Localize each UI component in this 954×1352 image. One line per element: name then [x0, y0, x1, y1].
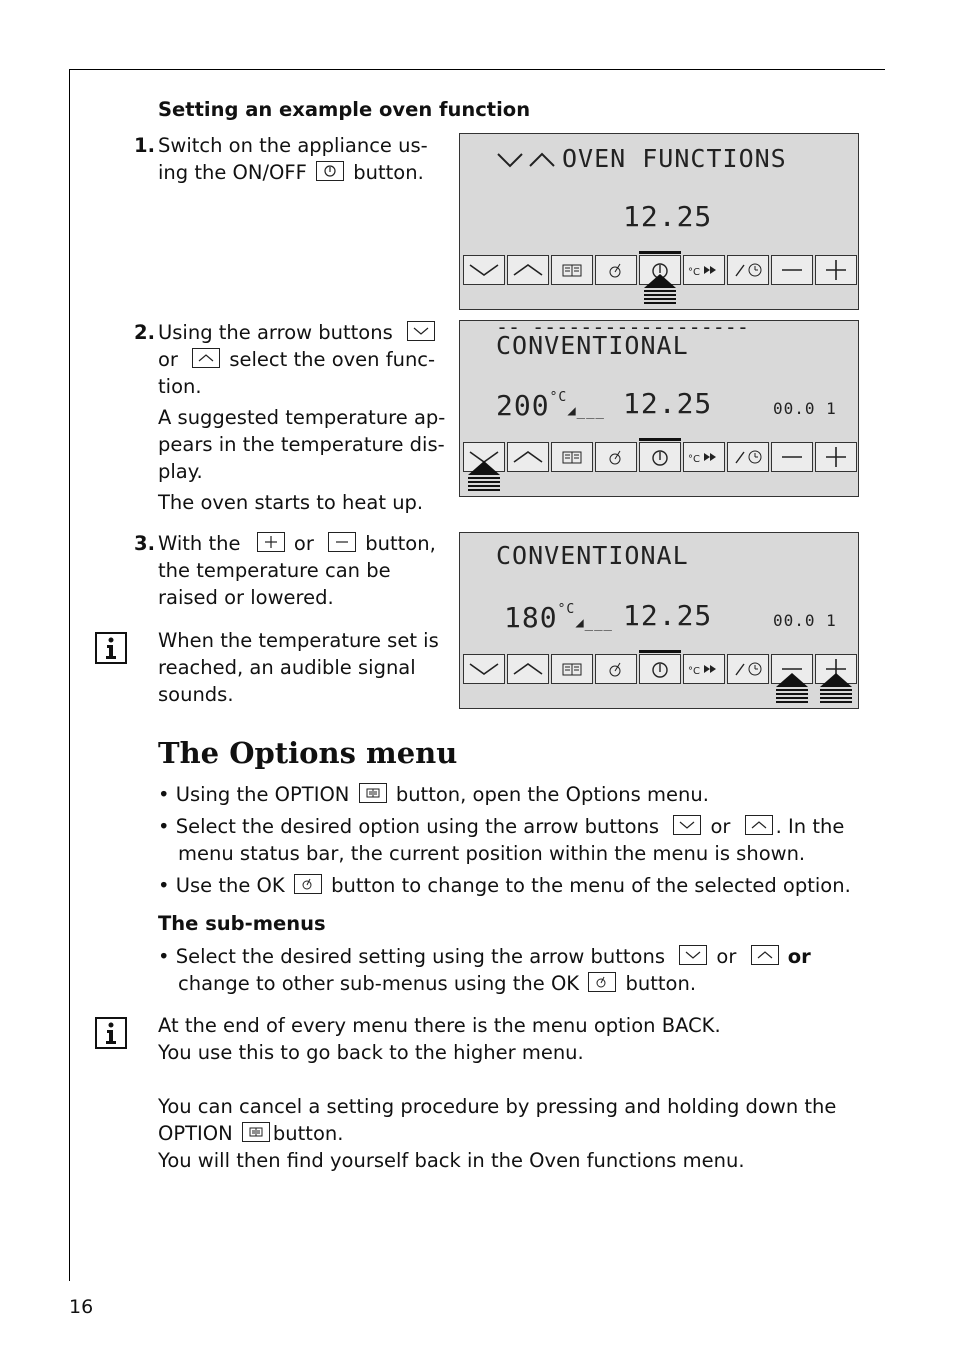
- ok-icon: [596, 655, 636, 683]
- arrow-down-icon: [464, 256, 504, 284]
- step-text: raised or lowered.: [158, 586, 334, 609]
- temperature-unit: °C: [549, 390, 568, 405]
- display-time: 12.25: [623, 200, 713, 233]
- submenu-bullets: [158, 943, 811, 997]
- option-icon: [552, 443, 592, 471]
- info-text: sounds.: [158, 683, 234, 706]
- step-text: select the oven func-: [229, 348, 436, 371]
- display-temperature: [496, 389, 605, 422]
- press-arrow-icon: [818, 673, 854, 705]
- ok-button[interactable]: [595, 654, 637, 684]
- bullet-text: • Select the desired setting using the arrow buttons: [158, 945, 666, 968]
- ok-button[interactable]: [595, 442, 637, 472]
- step-text: ing the ON/OFF: [158, 161, 307, 184]
- bullet-text: menu status bar, the current position within the menu is shown.: [178, 842, 806, 865]
- nav-arrows-icon: [496, 148, 558, 174]
- bullet-text: change to other sub-menus using the OK: [178, 972, 580, 995]
- heat-bars: ◢___: [575, 615, 613, 631]
- arrow-down-key-icon: [407, 321, 435, 341]
- power-icon: [640, 443, 680, 471]
- info-text: You can cancel a setting procedure by pressing and holding down the: [158, 1095, 837, 1118]
- page-number: 16: [69, 1296, 94, 1318]
- svg-text:°C: °C: [688, 666, 700, 677]
- plus-icon: [816, 443, 856, 471]
- step-text: pears in the temperature dis-: [158, 433, 445, 456]
- ok-button[interactable]: [595, 255, 637, 285]
- options-menu-title: The Options menu: [158, 736, 458, 770]
- display-time: 12.25: [623, 599, 713, 632]
- svg-text:°C: °C: [688, 267, 700, 278]
- section-heading: Setting an example oven function: [158, 98, 531, 121]
- step-text: Using the arrow buttons: [158, 321, 393, 344]
- fast-heat-button[interactable]: [683, 255, 725, 285]
- ok-key-icon: [294, 874, 322, 894]
- plus-icon: [816, 256, 856, 284]
- option-key-icon: [242, 1122, 270, 1142]
- press-arrow-icon: [466, 461, 502, 493]
- display-counter: 00.0 1: [773, 611, 837, 630]
- arrow-down-key-icon: [679, 945, 707, 965]
- oven-display-2: [459, 315, 859, 497]
- fast-heat-button[interactable]: [683, 654, 725, 684]
- options-bullets: [158, 781, 851, 899]
- info-icon: [95, 632, 127, 664]
- bullet-text: or: [710, 815, 731, 838]
- step-text: the temperature can be: [158, 559, 391, 582]
- display-counter: 00.0 1: [773, 399, 837, 418]
- arrow-down-button[interactable]: [463, 255, 505, 285]
- arrow-down-button[interactable]: [463, 654, 505, 684]
- ok-icon: [596, 256, 636, 284]
- timer-button[interactable]: [727, 654, 769, 684]
- step-text: or: [293, 532, 314, 555]
- step-number: 1.: [134, 134, 155, 157]
- minus-icon: [772, 256, 812, 284]
- ok-icon: [596, 443, 636, 471]
- bullet-text: or: [716, 945, 737, 968]
- power-key-icon: [316, 161, 344, 181]
- timer-icon: [728, 655, 768, 683]
- fast-heat-icon: [684, 443, 724, 471]
- step-text: Switch on the appliance us-: [158, 134, 428, 157]
- timer-button[interactable]: [727, 442, 769, 472]
- plus-button[interactable]: [815, 255, 857, 285]
- arrow-down-icon: [464, 655, 504, 683]
- info-note: [158, 627, 439, 708]
- timer-button[interactable]: [727, 255, 769, 285]
- bullet-text: button, open the Options menu.: [395, 783, 709, 806]
- bullet-text: button.: [625, 972, 697, 995]
- power-button[interactable]: [639, 442, 681, 472]
- ok-key-icon: [588, 972, 616, 992]
- info-note-2: [158, 1012, 836, 1174]
- oven-display-3: [459, 532, 859, 709]
- minus-button[interactable]: [771, 255, 813, 285]
- active-indicator-bar: [639, 650, 681, 653]
- step-number: 2.: [134, 321, 155, 344]
- display-mode: CONVENTIONAL: [496, 331, 689, 360]
- display-time: 12.25: [623, 387, 713, 420]
- bullet-text: . In the: [775, 815, 845, 838]
- svg-text:°C: °C: [688, 454, 700, 465]
- step-text: tion.: [158, 375, 202, 398]
- step-number: 3.: [134, 532, 155, 555]
- step-text: With the: [158, 532, 241, 555]
- step-text: A suggested temperature ap-: [158, 406, 446, 429]
- option-icon: [552, 655, 592, 683]
- power-icon: [640, 655, 680, 683]
- press-arrow-icon: [642, 274, 678, 306]
- bullet-text: or: [787, 945, 811, 968]
- temperature-value: 180: [504, 601, 558, 634]
- minus-button[interactable]: [771, 442, 813, 472]
- arrow-up-button[interactable]: [507, 442, 549, 472]
- timer-icon: [728, 256, 768, 284]
- info-icon: [95, 1017, 127, 1049]
- fast-heat-icon: [684, 655, 724, 683]
- option-icon: [552, 256, 592, 284]
- arrow-up-key-icon: [751, 945, 779, 965]
- temperature-value: 200: [496, 389, 550, 422]
- info-text: At the end of every menu there is the menu option BACK.: [158, 1014, 721, 1037]
- option-key-icon: [359, 783, 387, 803]
- minus-icon: [772, 443, 812, 471]
- option-button[interactable]: [551, 442, 593, 472]
- top-rule: [69, 69, 885, 70]
- info-text: button.: [272, 1122, 344, 1145]
- fast-heat-icon: [684, 256, 724, 284]
- info-text: OPTION: [158, 1122, 233, 1145]
- step-text: or: [158, 348, 178, 371]
- info-text: You will then find yourself back in the Oven functions menu.: [158, 1149, 745, 1172]
- submenus-heading: The sub-menus: [158, 912, 326, 935]
- step-text: button,: [365, 532, 436, 555]
- oven-display-1: [459, 133, 859, 310]
- bullet-text: • Select the desired option using the arrow buttons: [158, 815, 660, 838]
- info-text: reached, an audible signal: [158, 656, 416, 679]
- step-text: The oven starts to heat up.: [158, 491, 424, 514]
- power-button[interactable]: [639, 654, 681, 684]
- step-text: play.: [158, 460, 203, 483]
- bullet-text: • Use the OK: [158, 874, 285, 897]
- arrow-up-icon: [508, 655, 548, 683]
- display-mode: CONVENTIONAL: [496, 541, 689, 570]
- info-text: When the temperature set is: [158, 629, 439, 652]
- menu-status-bar: -- ------------------: [496, 315, 749, 339]
- arrow-up-button[interactable]: [507, 255, 549, 285]
- step-text: button.: [353, 161, 424, 184]
- option-button[interactable]: [551, 654, 593, 684]
- option-button[interactable]: [551, 255, 593, 285]
- left-rule: [69, 69, 70, 1281]
- info-text: You use this to go back to the higher menu.: [158, 1041, 584, 1064]
- plus-button[interactable]: [815, 442, 857, 472]
- arrow-up-key-icon: [745, 815, 773, 835]
- heat-bars: ◢___: [567, 403, 605, 419]
- temperature-unit: °C: [557, 602, 576, 617]
- display-temperature: [504, 601, 613, 634]
- bullet-text: • Using the OPTION: [158, 783, 350, 806]
- fast-heat-button[interactable]: [683, 442, 725, 472]
- arrow-up-icon: [508, 443, 548, 471]
- bullet-text: button to change to the menu of the selected option.: [331, 874, 851, 897]
- arrow-up-icon: [508, 256, 548, 284]
- plus-key-icon: [257, 532, 285, 552]
- display-header: OVEN FUNCTIONS: [562, 144, 787, 173]
- active-indicator-bar: [639, 251, 681, 254]
- minus-key-icon: [328, 532, 356, 552]
- arrow-up-key-icon: [192, 348, 220, 368]
- active-indicator-bar: [639, 438, 681, 441]
- press-arrow-icon: [774, 673, 810, 705]
- arrow-up-button[interactable]: [507, 654, 549, 684]
- arrow-down-key-icon: [673, 815, 701, 835]
- timer-icon: [728, 443, 768, 471]
